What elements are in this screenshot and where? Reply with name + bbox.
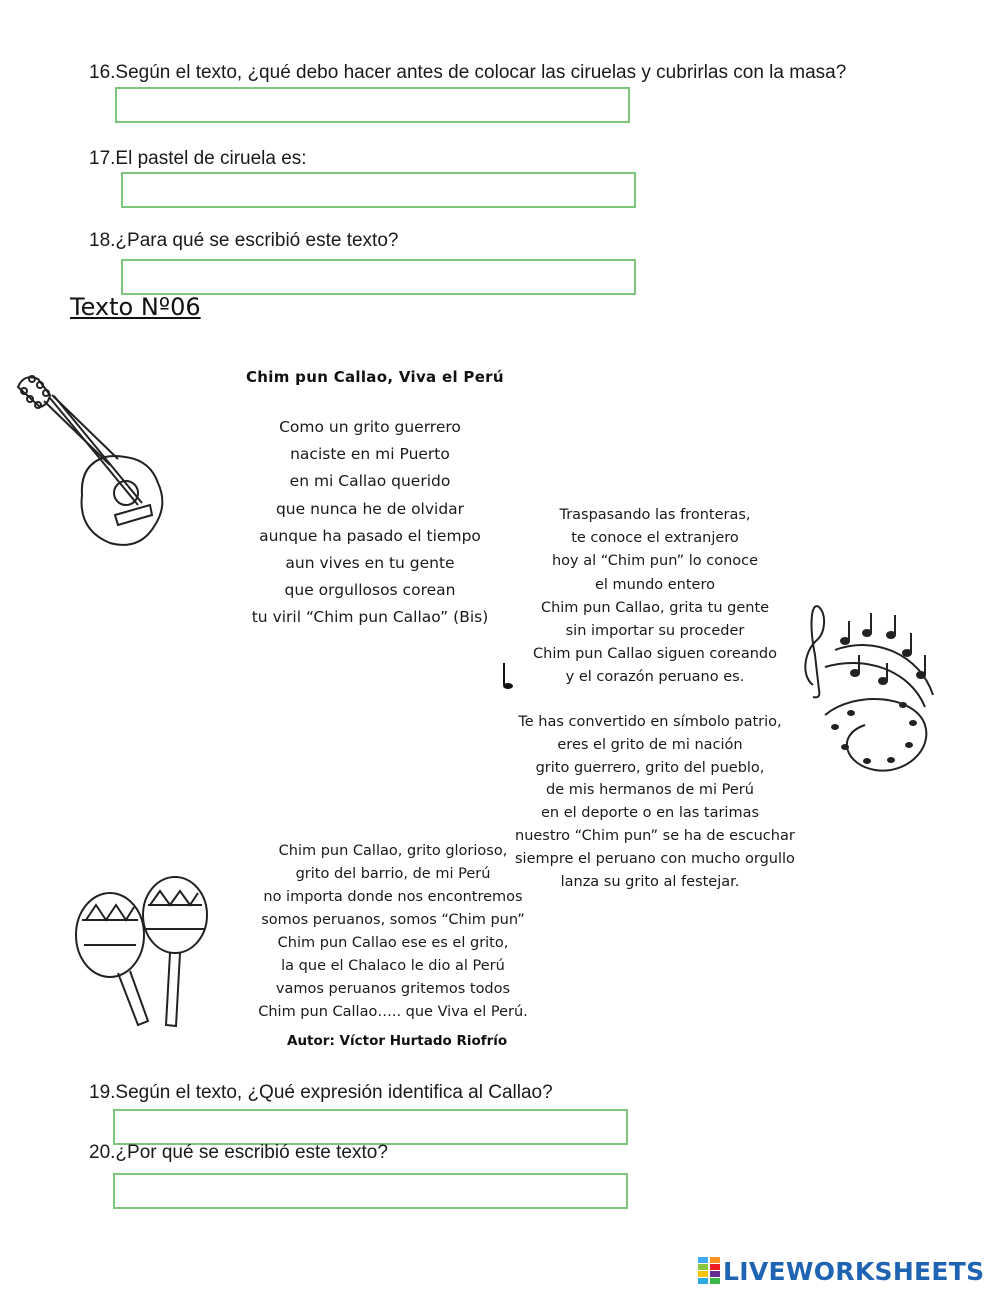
poem-line: de mis hermanos de mi Perú — [546, 782, 754, 799]
poem-line: grito guerrero, grito del pueblo, — [535, 759, 765, 776]
maracas-icon — [70, 875, 210, 1035]
poem-title: Chim pun Callao, Viva el Perú — [246, 368, 504, 386]
poem-line: somos peruanos, somos “Chim pun” — [261, 912, 525, 928]
poem-line: en mi Callao querido — [289, 472, 451, 491]
guitar-icon — [10, 365, 170, 555]
poem-author: Autor: Víctor Hurtado Riofrío — [287, 1033, 508, 1049]
question-20-label: 20.¿Por qué se escribió este texto? — [89, 1142, 388, 1163]
poem-line: no importa donde nos encontremos — [263, 889, 523, 905]
poem-stanza-3 — [515, 711, 795, 893]
answer-18-field[interactable] — [121, 259, 636, 295]
question-16-label: 16.Según el texto, ¿qué debo hacer antes de colocar las ciruelas y cubrirlas con la masa? — [89, 62, 847, 83]
poem-stanza-2 — [520, 504, 790, 690]
poem-line: Chim pun Callao siguen coreando — [533, 646, 777, 663]
music-notes-icon — [795, 595, 945, 785]
music-note-icon — [500, 661, 516, 691]
answer-19-field[interactable] — [113, 1109, 628, 1145]
question-17-label: 17.El pastel de ciruela es: — [89, 148, 307, 169]
poem-stanza-4 — [258, 840, 528, 1024]
poem-line: Chim pun Callao, grito glorioso, — [278, 843, 508, 859]
poem-line: y el corazón peruano es. — [565, 669, 745, 686]
poem-line: en el deporte o en las tarimas — [540, 805, 760, 822]
liveworksheets-logo[interactable] — [698, 1256, 984, 1286]
answer-20-field[interactable] — [113, 1173, 628, 1209]
poem-line: nuestro “Chim pun” se ha de escuchar — [515, 827, 795, 844]
poem-line: el mundo entero — [595, 576, 715, 593]
poem-line: vamos peruanos gritemos todos — [275, 981, 511, 997]
poem-line: Chim pun Callao….. que Viva el Perú. — [258, 1004, 528, 1020]
poem-line: que nunca he de olvidar — [275, 499, 465, 518]
poem-line: Chim pun Callao, grita tu gente — [540, 599, 770, 616]
poem-line: aunque ha pasado el tiempo — [259, 526, 481, 545]
answer-17-field[interactable] — [121, 172, 636, 208]
poem-line: eres el grito de mi nación — [557, 736, 743, 753]
answer-16-field[interactable] — [115, 87, 630, 123]
poem-line: Chim pun Callao ese es el grito, — [277, 935, 509, 951]
poem-line: aun vives en tu gente — [285, 553, 455, 572]
poem-line: te conoce el extranjero — [571, 530, 739, 547]
poem-line: siempre el peruano con mucho orgullo — [515, 850, 795, 867]
poem-line: lanza su grito al festejar. — [560, 873, 740, 890]
question-18-label: 18.¿Para qué se escribió este texto? — [89, 230, 399, 251]
question-19-label: 19.Según el texto, ¿Qué expresión identifica al Callao? — [89, 1082, 553, 1103]
poem-line: Te has convertido en símbolo patrio, — [518, 714, 782, 730]
poem-line: Como un grito guerrero — [279, 418, 461, 436]
poem-line: sin importar su proceder — [565, 622, 745, 639]
poem-line: tu viril “Chim pun Callao” (Bis) — [251, 608, 489, 627]
poem-line: Traspasando las fronteras, — [559, 507, 751, 523]
poem-line: hoy al “Chim pun” lo conoce — [551, 553, 759, 570]
liveworksheets-logo-icon — [698, 1257, 720, 1285]
poem-line: la que el Chalaco le dio al Perú — [281, 958, 505, 974]
liveworksheets-logo-text: LIVEWORKSHEETS — [723, 1256, 985, 1286]
poem-line: que orgullosos corean — [284, 581, 456, 600]
section-title: Texto Nº06 — [70, 293, 201, 321]
poem-line: naciste en mi Puerto — [290, 445, 450, 464]
poem-line: grito del barrio, de mi Perú — [295, 866, 491, 882]
poem-stanza-1 — [240, 414, 500, 632]
